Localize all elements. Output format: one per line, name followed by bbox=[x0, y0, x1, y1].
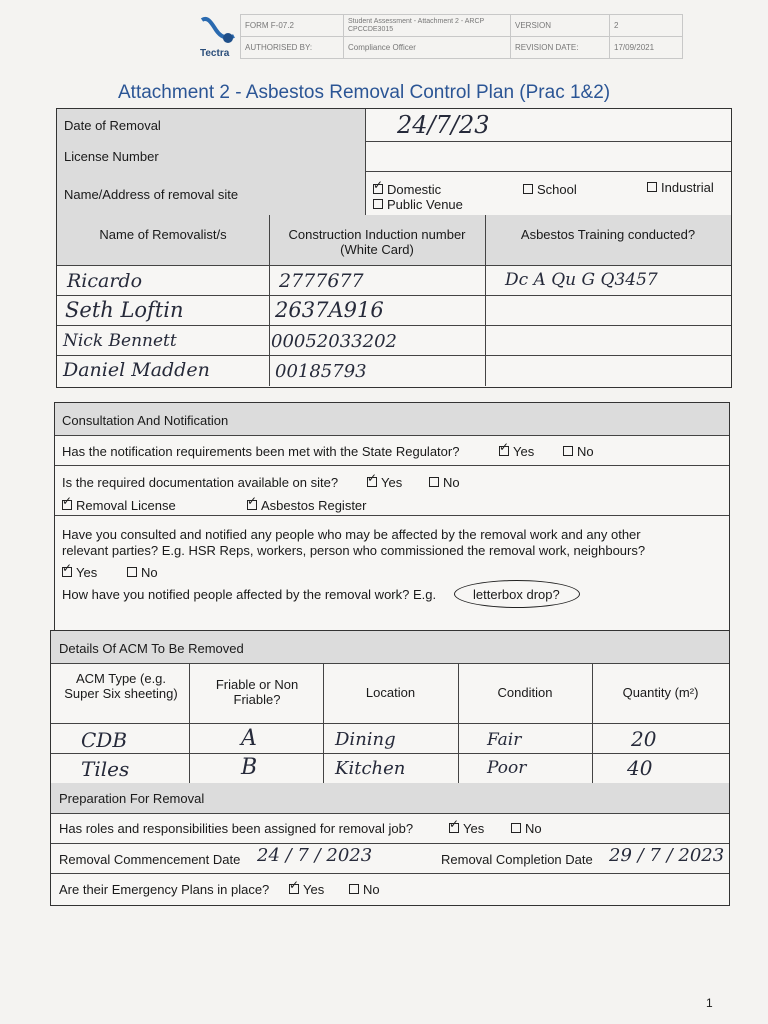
acm-row bbox=[51, 753, 729, 784]
logo-text: Tectra bbox=[200, 48, 230, 59]
removalist-row bbox=[57, 265, 731, 296]
authorised-label: AUTHORISED BY: bbox=[241, 37, 344, 59]
license-row bbox=[57, 141, 731, 172]
acm-quantity-value[interactable]: 20 bbox=[631, 727, 657, 751]
no-label: No bbox=[363, 882, 380, 897]
col-white-card: Construction Induction number (White Card) bbox=[288, 227, 466, 257]
acm-location-value[interactable]: Kitchen bbox=[335, 758, 406, 779]
domestic-label: Domestic bbox=[387, 182, 442, 197]
regulator-yes[interactable] bbox=[499, 444, 534, 459]
address-row bbox=[57, 171, 731, 216]
date-row bbox=[57, 109, 731, 142]
public-venue-label: Public Venue bbox=[387, 197, 463, 212]
removal-license-checkbox[interactable] bbox=[62, 500, 72, 510]
no-label: No bbox=[525, 821, 542, 836]
how-notified-answer[interactable]: letterbox drop? bbox=[473, 587, 560, 602]
emergency-question: Are their Emergency Plans in place? bbox=[59, 882, 270, 897]
acm-heading-row bbox=[51, 631, 729, 664]
removalist-card[interactable]: 00185793 bbox=[275, 361, 367, 382]
consultation-section bbox=[54, 402, 730, 632]
commencement-value[interactable]: 24 / 7 / 2023 bbox=[257, 845, 373, 866]
consultation-heading: Consultation And Notification bbox=[62, 413, 229, 428]
notified-question-line1: Have you consulted and notified any people who may be affected by the removal work and any other bbox=[62, 527, 641, 542]
removalist-training[interactable]: Dc A Qu G Q3457 bbox=[505, 270, 658, 290]
asbestos-register-label: Asbestos Register bbox=[261, 498, 367, 513]
acm-row bbox=[51, 723, 729, 754]
acm-type-value[interactable]: Tiles bbox=[81, 757, 130, 781]
documentation-no[interactable] bbox=[429, 475, 460, 490]
col-condition: Condition bbox=[497, 685, 553, 700]
col-quantity: Quantity (m²) bbox=[622, 685, 699, 700]
acm-heading: Details Of ACM To Be Removed bbox=[59, 641, 244, 656]
site-details-section bbox=[56, 108, 732, 388]
document-header bbox=[198, 14, 688, 64]
preparation-heading-row bbox=[51, 783, 729, 814]
yes-label: Yes bbox=[381, 475, 403, 490]
removalist-card[interactable]: 00052033202 bbox=[271, 331, 397, 352]
acm-condition-value[interactable]: Fair bbox=[487, 730, 522, 750]
removalists-header-row bbox=[57, 215, 731, 266]
license-label: License Number bbox=[64, 149, 159, 164]
date-label: Date of Removal bbox=[64, 118, 161, 133]
removalist-card[interactable]: 2777677 bbox=[279, 270, 364, 292]
regulator-question: Has the notification requirements been met with the State Regulator? bbox=[62, 444, 460, 459]
how-notified-question: How have you notified people affected by the removal work? E.g. bbox=[62, 587, 437, 602]
regulator-no[interactable] bbox=[563, 444, 594, 459]
completion-value[interactable]: 29 / 7 / 2023 bbox=[609, 845, 725, 866]
header-table bbox=[240, 14, 683, 59]
no-label: No bbox=[577, 444, 594, 459]
removalist-name[interactable]: Seth Loftin bbox=[65, 298, 184, 322]
col-location: Location bbox=[365, 685, 416, 700]
roles-yes-checkbox[interactable] bbox=[449, 823, 459, 833]
form-label: FORM F-07.2 bbox=[241, 15, 344, 37]
notified-row bbox=[55, 515, 729, 630]
yes-label: Yes bbox=[463, 821, 485, 836]
option-public-venue[interactable] bbox=[373, 197, 463, 212]
acm-friable-value[interactable]: B bbox=[241, 755, 258, 780]
industrial-label: Industrial bbox=[661, 180, 714, 195]
page-title: Attachment 2 - Asbestos Removal Control Plan (Prac 1&2) bbox=[118, 82, 611, 103]
option-industrial[interactable] bbox=[647, 180, 714, 195]
roles-question: Has roles and responsibilities been assigned for removal job? bbox=[59, 821, 414, 836]
asbestos-register-checkbox[interactable] bbox=[247, 500, 257, 510]
industrial-checkbox[interactable] bbox=[647, 182, 657, 192]
removalist-row bbox=[57, 325, 731, 356]
roles-row bbox=[51, 813, 729, 844]
notified-question-line2: relevant parties? E.g. HSR Reps, workers, person who commissioned the removal work, neighbours? bbox=[62, 543, 646, 558]
documentation-yes-checkbox[interactable] bbox=[367, 477, 377, 487]
acm-friable-value[interactable]: A bbox=[241, 726, 257, 751]
commencement-label: Removal Commencement Date bbox=[59, 852, 241, 867]
roles-no[interactable] bbox=[511, 821, 542, 836]
col-training: Asbestos Training conducted? bbox=[520, 227, 696, 242]
doc-desc: Student Assessment - Attachment 2 - ARCP CPCCDE3015 bbox=[344, 15, 511, 37]
school-label: School bbox=[537, 182, 577, 197]
removalist-name[interactable]: Nick Bennett bbox=[63, 331, 177, 351]
revision-value: 17/09/2021 bbox=[610, 37, 683, 59]
notified-no-checkbox[interactable] bbox=[127, 567, 137, 577]
school-checkbox[interactable] bbox=[523, 184, 533, 194]
acm-location-value[interactable]: Dining bbox=[335, 729, 396, 750]
notified-yes-checkbox[interactable] bbox=[62, 567, 72, 577]
yes-label: Yes bbox=[513, 444, 535, 459]
answer-circle-mark bbox=[454, 580, 580, 608]
removalist-row bbox=[57, 295, 731, 326]
version-value: 2 bbox=[610, 15, 683, 37]
acm-header-row bbox=[51, 663, 729, 724]
regulator-yes-checkbox[interactable] bbox=[499, 446, 509, 456]
acm-quantity-value[interactable]: 40 bbox=[627, 756, 653, 780]
col-acm-type: ACM Type (e.g. Super Six sheeting) bbox=[64, 671, 178, 701]
public-venue-checkbox[interactable] bbox=[373, 199, 383, 209]
acm-section bbox=[50, 630, 730, 906]
removal-license-label: Removal License bbox=[76, 498, 176, 513]
dates-row bbox=[51, 843, 729, 874]
documentation-row bbox=[55, 465, 729, 516]
documentation-question: Is the required documentation available on site? bbox=[62, 475, 339, 490]
no-label: No bbox=[141, 565, 158, 580]
emergency-no[interactable] bbox=[349, 882, 380, 897]
yes-label: Yes bbox=[76, 565, 98, 580]
authorised-value: Compliance Officer bbox=[344, 37, 511, 59]
notified-no[interactable] bbox=[127, 565, 158, 580]
no-label: No bbox=[443, 475, 460, 490]
notified-yes[interactable] bbox=[62, 565, 97, 580]
regulator-no-checkbox[interactable] bbox=[563, 446, 573, 456]
option-school[interactable] bbox=[523, 182, 577, 197]
removalist-card[interactable]: 2637A916 bbox=[275, 298, 384, 322]
emergency-no-checkbox[interactable] bbox=[349, 884, 359, 894]
removalist-row bbox=[57, 355, 731, 386]
page-number: 1 bbox=[706, 996, 713, 1010]
consultation-heading-row bbox=[55, 403, 729, 436]
address-label: Name/Address of removal site bbox=[64, 187, 239, 202]
acm-type-value[interactable]: CDB bbox=[81, 728, 128, 752]
regulator-row bbox=[55, 435, 729, 466]
col-friable: Friable or Non Friable? bbox=[215, 677, 299, 707]
emergency-row bbox=[51, 873, 729, 904]
version-label: VERSION bbox=[511, 15, 610, 37]
removalist-name[interactable]: Ricardo bbox=[67, 270, 143, 292]
option-domestic[interactable] bbox=[373, 182, 441, 197]
completion-label: Removal Completion Date bbox=[441, 852, 593, 867]
yes-label: Yes bbox=[303, 882, 325, 897]
acm-condition-value[interactable]: Poor bbox=[487, 758, 527, 778]
asbestos-register-option[interactable] bbox=[247, 498, 367, 513]
roles-yes[interactable] bbox=[449, 821, 484, 836]
col-removalist-name: Name of Removalist/s bbox=[99, 227, 227, 242]
date-value[interactable]: 24/7/23 bbox=[397, 111, 490, 139]
documentation-no-checkbox[interactable] bbox=[429, 477, 439, 487]
emergency-yes-checkbox[interactable] bbox=[289, 884, 299, 894]
revision-label: REVISION DATE: bbox=[511, 37, 610, 59]
domestic-checkbox[interactable] bbox=[373, 184, 383, 194]
removalist-name[interactable]: Daniel Madden bbox=[63, 359, 210, 381]
removal-license-option[interactable] bbox=[62, 498, 176, 513]
emergency-yes[interactable] bbox=[289, 882, 324, 897]
preparation-heading: Preparation For Removal bbox=[59, 791, 205, 806]
roles-no-checkbox[interactable] bbox=[511, 823, 521, 833]
documentation-yes[interactable] bbox=[367, 475, 402, 490]
tectra-logo bbox=[198, 14, 240, 62]
